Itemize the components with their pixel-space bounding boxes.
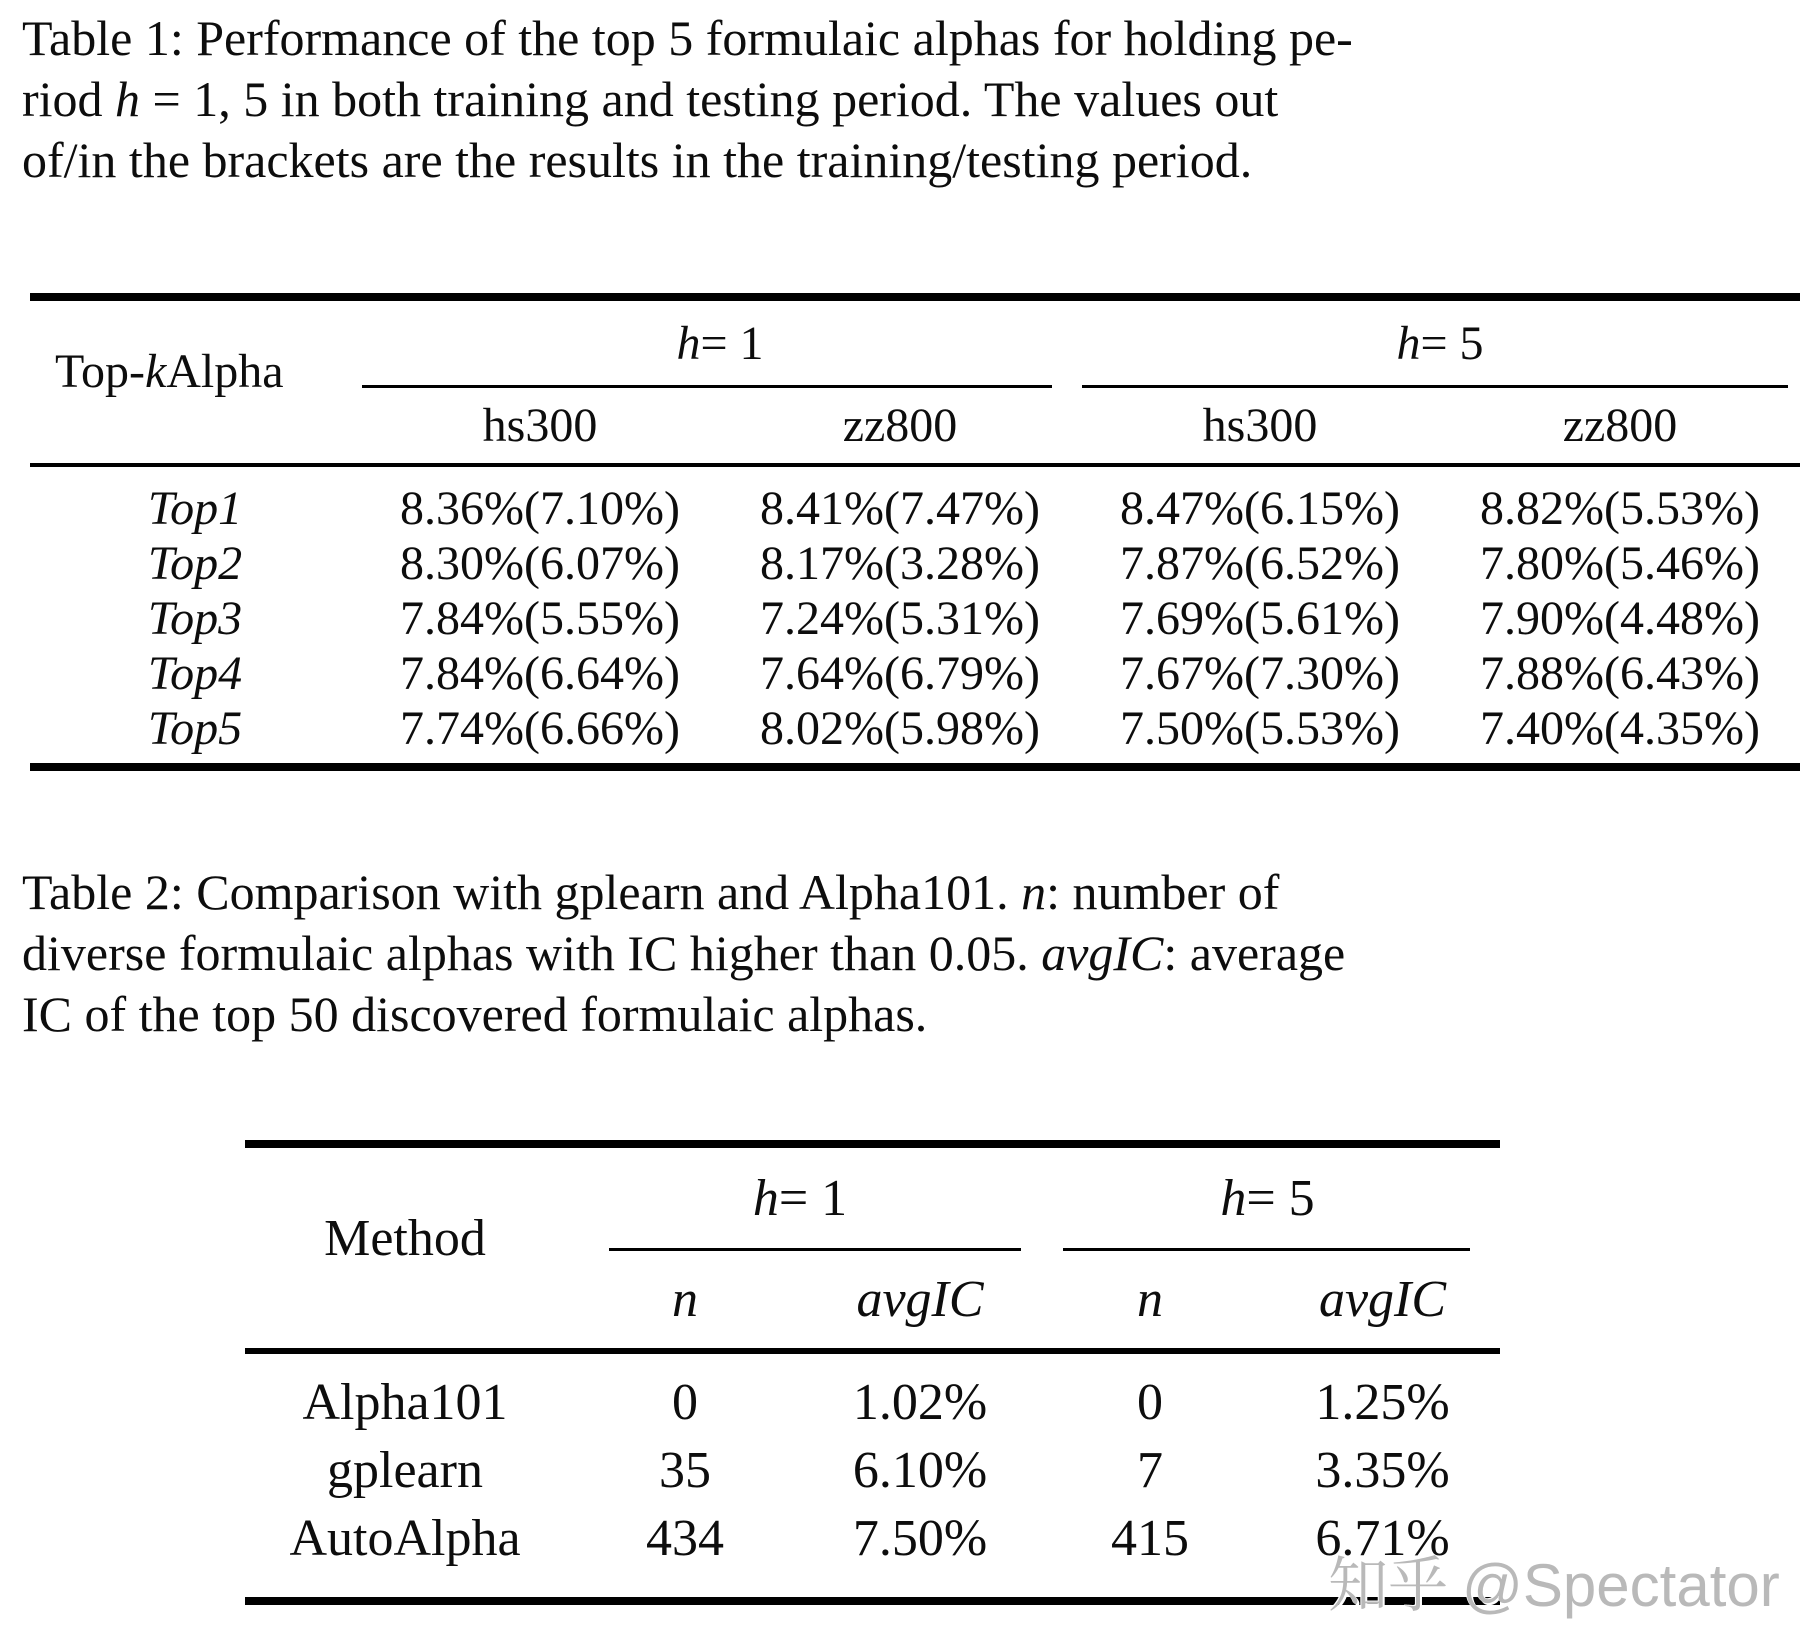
math-var-h: h xyxy=(1396,316,1421,370)
table-cell: 0 xyxy=(1137,1373,1163,1431)
table-cell: 7.64%(6.79%) xyxy=(760,647,1040,700)
table1-colhead-zz800-h1: zz800 xyxy=(842,399,958,452)
table-cell: 7.84%(6.64%) xyxy=(400,647,680,700)
table-row xyxy=(30,481,1800,536)
table1-stub-header: Top- k Alpha xyxy=(55,344,284,398)
row-label: Alpha101 xyxy=(302,1373,508,1431)
table-cell: 7.74%(6.66%) xyxy=(400,702,680,755)
table-row xyxy=(245,1504,1500,1572)
row-label: gplearn xyxy=(327,1441,483,1499)
table1-colhead-hs300-h1: hs300 xyxy=(482,399,598,452)
table1-caption-line3: of/in the brackets are the results in the training/testing period. xyxy=(22,132,1253,188)
table2-group-header-h5: h = 5 xyxy=(1220,1169,1315,1227)
watermark-handle: @Spectator xyxy=(1462,1552,1780,1619)
table-cell: 7.87%(6.52%) xyxy=(1120,537,1400,590)
math-var-n: n xyxy=(1021,864,1047,920)
table-cell: 6.71% xyxy=(1315,1509,1450,1567)
table-row xyxy=(30,591,1800,646)
table2-colhead-avgic-h1: avgIC xyxy=(856,1271,984,1328)
row-label: Top3 xyxy=(147,592,243,645)
math-var-h: h xyxy=(752,1169,779,1227)
table-cell: 7.50% xyxy=(852,1509,988,1567)
math-var-k: k xyxy=(144,344,167,398)
row-label: Top2 xyxy=(147,537,243,590)
table-cell: 7.90%(4.48%) xyxy=(1480,592,1760,645)
table1-caption xyxy=(22,8,1353,191)
table2-method-header: Method xyxy=(324,1209,486,1267)
table-cell: 7.88%(6.43%) xyxy=(1480,647,1760,700)
math-var-avgic: avgIC xyxy=(1041,925,1164,981)
table1-group-header-h5: h = 5 xyxy=(1396,316,1484,370)
table2-caption-line1: Table 2: Comparison with gplearn and Alpha101. n: number of xyxy=(22,864,1280,920)
math-var-h: h xyxy=(115,71,141,127)
table2 xyxy=(245,1140,1500,1605)
table-cell: 8.47%(6.15%) xyxy=(1120,482,1400,535)
table-cell: 7 xyxy=(1137,1441,1163,1499)
table2-caption-line2: diverse formulaic alphas with IC higher than 0.05. avgIC: average xyxy=(22,925,1346,981)
table-row xyxy=(30,646,1800,701)
table2-colhead-avgic-h5: avgIC xyxy=(1318,1271,1447,1328)
row-label: Top1 xyxy=(147,482,243,535)
table1-colhead-zz800-h5: zz800 xyxy=(1562,399,1678,452)
table-cell: 8.36%(7.10%) xyxy=(400,482,680,535)
table1-group-header-h1: h = 1 xyxy=(676,316,764,370)
table-cell: 8.17%(3.28%) xyxy=(760,537,1040,590)
watermark-site-logo: 知乎 xyxy=(1328,1552,1448,1619)
table1-body xyxy=(30,467,1800,766)
table-cell: 3.35% xyxy=(1315,1441,1450,1499)
table-cell: 7.69%(5.61%) xyxy=(1120,592,1400,645)
table-cell: 1.25% xyxy=(1315,1373,1450,1431)
table-cell: 8.41%(7.47%) xyxy=(760,482,1040,535)
math-var-h: h xyxy=(1220,1169,1247,1227)
table2-group-header-h1: h = 1 xyxy=(752,1169,848,1227)
table-cell: 1.02% xyxy=(852,1373,988,1431)
table2-caption-line3: IC of the top 50 discovered formulaic alphas. xyxy=(22,986,928,1042)
table-cell: 7.84%(5.55%) xyxy=(400,592,680,645)
table-cell: 6.10% xyxy=(852,1441,988,1499)
table2-body xyxy=(245,1354,1500,1572)
table-cell: 7.40%(4.35%) xyxy=(1480,702,1760,755)
table2-header xyxy=(245,1148,1500,1348)
table1 xyxy=(30,293,1800,771)
table-cell: 8.82%(5.53%) xyxy=(1480,482,1760,535)
table-cell: 8.30%(6.07%) xyxy=(400,537,680,590)
table-cell: 7.67%(7.30%) xyxy=(1120,647,1400,700)
row-label: AutoAlpha xyxy=(289,1509,521,1567)
table1-header xyxy=(30,301,1800,463)
row-label: Top4 xyxy=(147,647,243,700)
table-cell: 8.02%(5.98%) xyxy=(760,702,1040,755)
table-cell: 415 xyxy=(1111,1509,1189,1567)
table-row xyxy=(30,701,1800,756)
table-cell: 7.24%(5.31%) xyxy=(760,592,1040,645)
table-row xyxy=(30,536,1800,591)
row-label: Top5 xyxy=(147,702,243,755)
table1-colhead-hs300-h5: hs300 xyxy=(1202,399,1318,452)
table1-caption-line1: Table 1: Performance of the top 5 formulaic alphas for holding pe- xyxy=(22,10,1353,66)
table-cell: 0 xyxy=(672,1373,698,1431)
table-row xyxy=(245,1436,1500,1504)
table2-colhead-n-h5: n xyxy=(1137,1271,1163,1328)
table-cell: 35 xyxy=(659,1441,711,1499)
table1-caption-line2: riod h = 1, 5 in both training and testing period. The values out xyxy=(22,71,1279,127)
table2-colhead-n-h1: n xyxy=(672,1271,698,1328)
table2-caption xyxy=(22,862,1345,1045)
table-row xyxy=(245,1368,1500,1436)
table-cell: 434 xyxy=(646,1509,724,1567)
table-cell: 7.50%(5.53%) xyxy=(1120,702,1400,755)
table-cell: 7.80%(5.46%) xyxy=(1480,537,1760,590)
watermark xyxy=(1328,1538,1780,1624)
math-var-h: h xyxy=(676,316,701,370)
